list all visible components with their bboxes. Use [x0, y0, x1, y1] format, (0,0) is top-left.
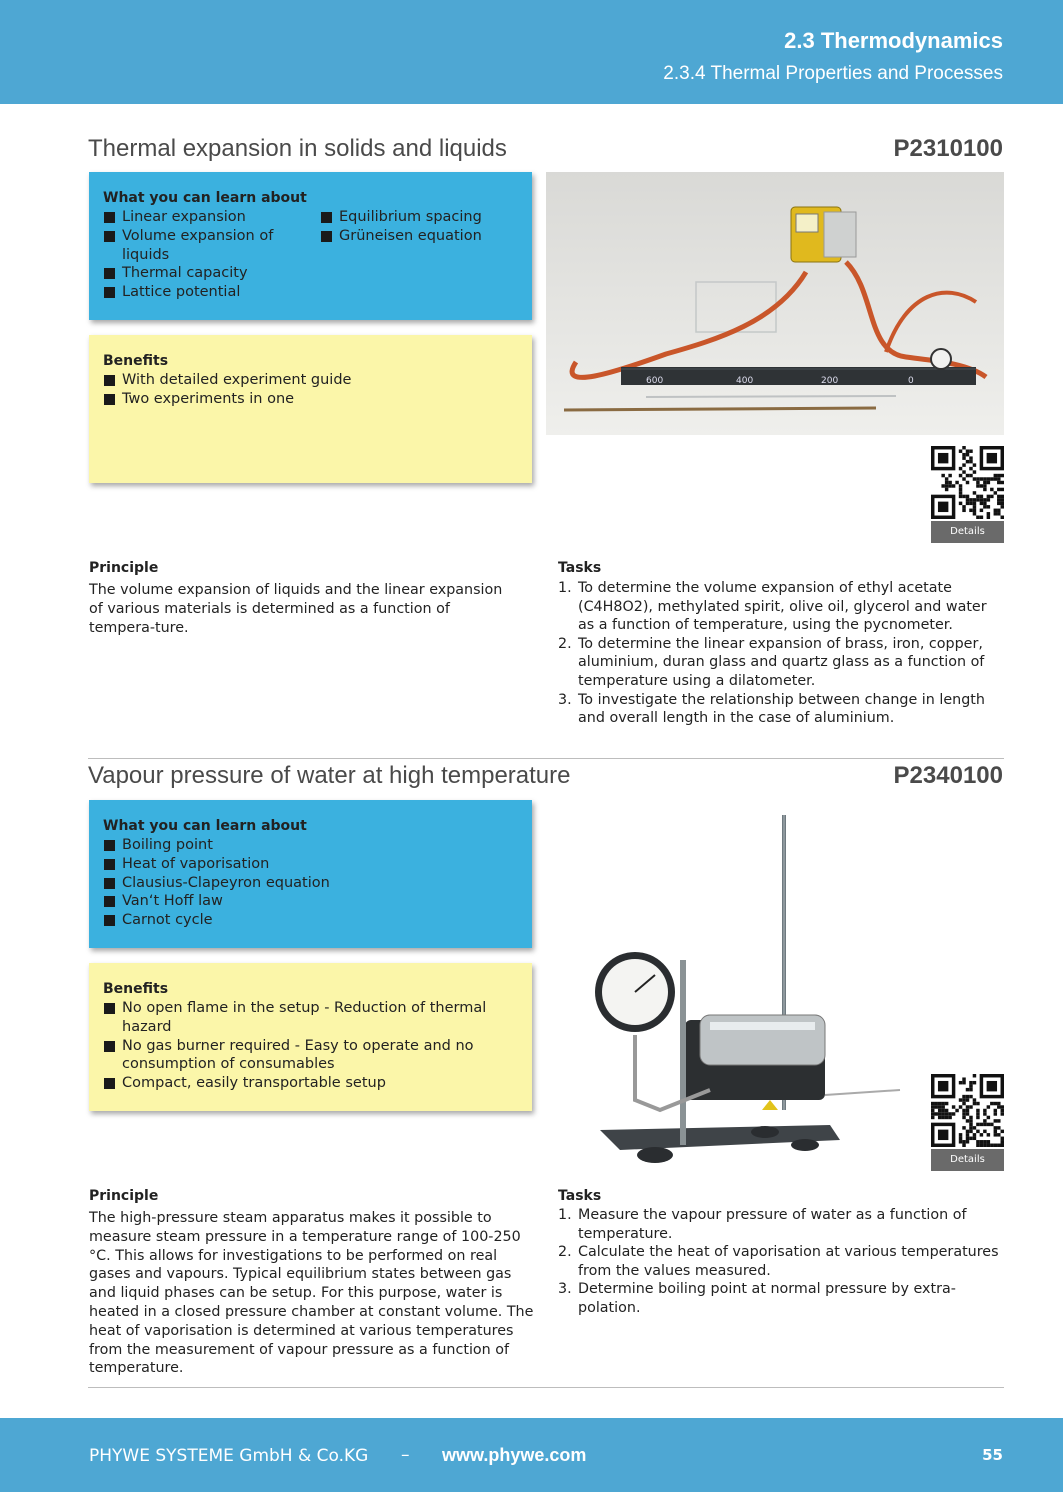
details-button[interactable]: Details — [931, 1149, 1004, 1171]
page-footer — [0, 1418, 1063, 1492]
learn-heading: What you can learn about — [103, 190, 307, 206]
benefits-box — [89, 963, 532, 1111]
list-item: Grüneisen equation — [320, 227, 482, 246]
website-link[interactable]: www.phywe.com — [442, 1445, 587, 1465]
list-item: Lattice potential — [103, 283, 320, 302]
list-item: Clausius-Clapeyron equation — [103, 874, 518, 893]
scale-label: 0 — [908, 376, 914, 386]
experiment-title: Vapour pressure of water at high temperature — [88, 762, 571, 789]
list-item: Carnot cycle — [103, 911, 518, 930]
qr-code-block[interactable] — [931, 446, 1004, 543]
learn-list — [103, 208, 320, 302]
subsection-title: 2.3.4 Thermal Properties and Processes — [663, 63, 1003, 84]
experiment-title: Thermal expansion in solids and liquids — [88, 135, 507, 162]
dilatometer-illustration — [546, 172, 1004, 435]
tasks-heading: Tasks — [558, 560, 602, 576]
benefits-list — [103, 999, 518, 1093]
divider — [88, 758, 1004, 759]
steam-apparatus-illustration — [560, 810, 905, 1175]
list-item: 2. Calculate the heat of vaporisation at various temperatures from the values measured. — [558, 1244, 999, 1279]
details-button[interactable]: Details — [931, 521, 1004, 543]
page-header — [0, 0, 1063, 104]
learn-list — [103, 836, 518, 930]
benefits-heading: Benefits — [103, 981, 169, 997]
list-item: Boiling point — [103, 836, 518, 855]
benefits-list — [103, 371, 518, 409]
learn-box — [89, 172, 532, 320]
tasks-list — [558, 1206, 1004, 1318]
list-item: Two experiments in one — [103, 390, 518, 409]
page-number: 55 — [982, 1446, 1003, 1464]
list-item: Volume expansion of liquids — [103, 227, 320, 265]
scale-label: 200 — [821, 376, 839, 386]
tasks-list — [558, 579, 1004, 728]
experiment-code: P2340100 — [893, 762, 1003, 789]
scale-label: 400 — [736, 376, 754, 386]
list-item: 1. To determine the volume expansion of ethyl acetate (C4H8O2), methylated spirit, olive oil, glycerol and water as a function of temperature, using the pycnometer. — [558, 580, 987, 634]
list-item: Compact, easily transportable setup — [103, 1074, 518, 1093]
divider — [88, 1387, 1004, 1388]
list-item: Van‘t Hoff law — [103, 892, 518, 911]
dilatometer-photo — [546, 172, 1004, 435]
learn-box — [89, 800, 532, 948]
list-item: With detailed experiment guide — [103, 371, 518, 390]
principle-text: The volume expansion of liquids and the linear expansion of various materials is determined as a function of tempera-ture. — [89, 582, 503, 636]
scale-label: 600 — [646, 376, 664, 386]
experiment-code: P2310100 — [893, 135, 1003, 162]
list-item: Thermal capacity — [103, 264, 320, 283]
steam-apparatus-photo — [560, 810, 905, 1175]
list-item: 3. Determine boiling point at normal pressure by extra-polation. — [558, 1281, 956, 1316]
qr-code-block[interactable] — [931, 1074, 1004, 1171]
section-title: 2.3 Thermodynamics — [784, 28, 1003, 53]
list-item: Linear expansion — [103, 208, 320, 227]
footer-separator: – — [401, 1445, 410, 1465]
list-item: 3. To investigate the relationship between change in length and overall length in the case of aluminium. — [558, 691, 985, 727]
learn-list — [320, 208, 482, 302]
benefits-heading: Benefits — [103, 353, 169, 369]
list-item: 1. Measure the vapour pressure of water as a function of temperature. — [558, 1207, 967, 1242]
company-name: PHYWE SYSTEME GmbH & Co.KG — [89, 1446, 369, 1466]
tasks-heading: Tasks — [558, 1188, 602, 1204]
list-item: Equilibrium spacing — [320, 208, 482, 227]
principle-heading: Principle — [89, 1188, 159, 1204]
list-item: No gas burner required - Easy to operate and no consumption of consumables — [103, 1037, 518, 1075]
list-item: No open flame in the setup - Reduction of thermal hazard — [103, 999, 518, 1037]
qr-code-icon — [931, 446, 1004, 519]
benefits-box — [89, 335, 532, 483]
principle-heading: Principle — [89, 560, 159, 576]
list-item: 2. To determine the linear expansion of brass, iron, copper, aluminium, duran glass and quartz glass as a function of temperature using a dilatometer. — [558, 635, 985, 689]
qr-code-icon — [931, 1074, 1004, 1147]
list-item: Heat of vaporisation — [103, 855, 518, 874]
learn-heading: What you can learn about — [103, 818, 307, 834]
principle-text: The high-pressure steam apparatus makes it possible to measure steam pressure in a temperature range of 100-250 °C. This allows for investigations to be performed on real gases and vapours. Typical equilibrium states between gas and liquid phases can be setup. For this purpose, water is heated in a closed pressure chamber at constant volume. The heat of vaporisation is determined at various temperatures from the measurement of vapour pressure as a function of temperature. — [89, 1210, 534, 1377]
